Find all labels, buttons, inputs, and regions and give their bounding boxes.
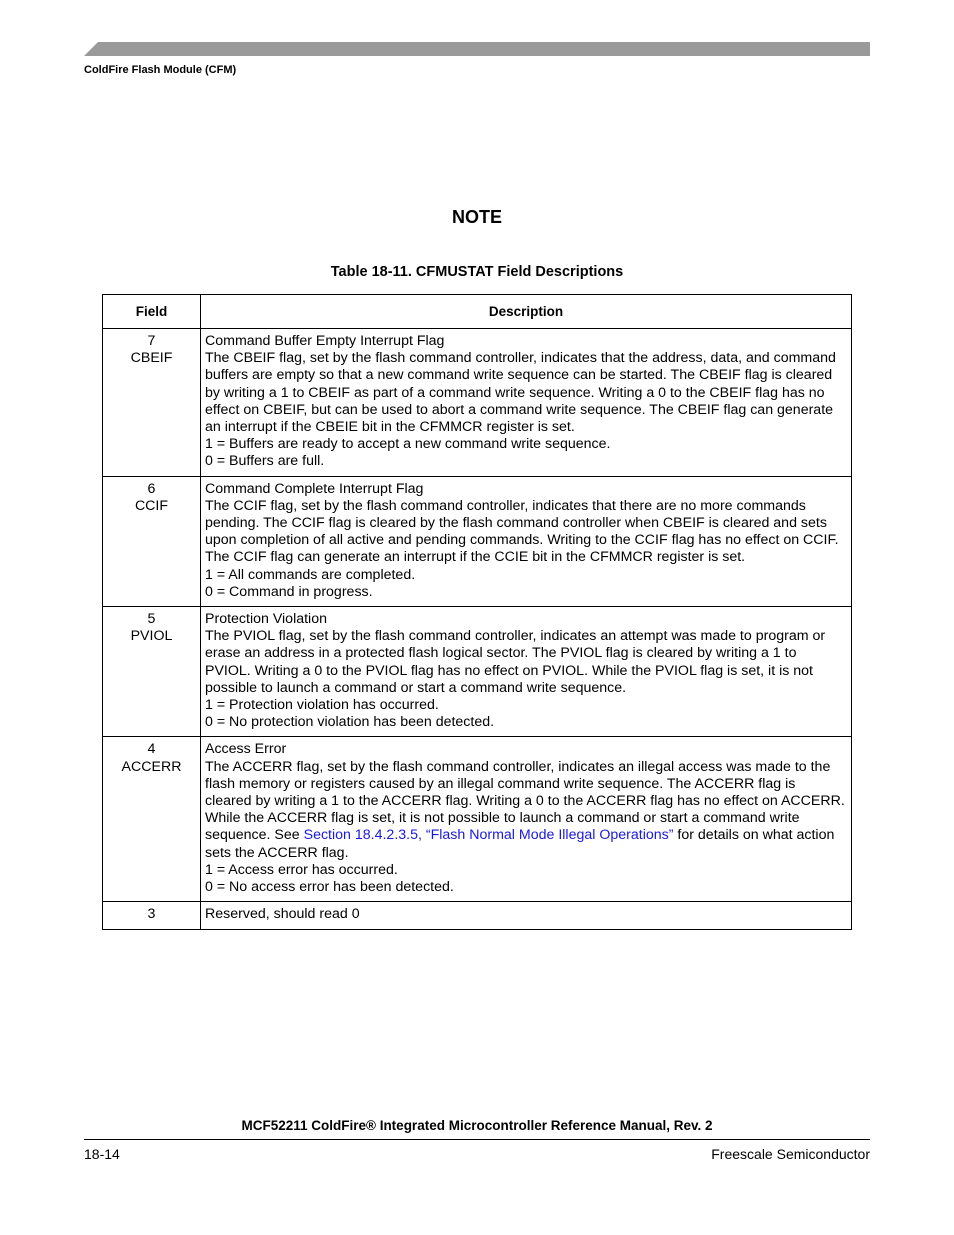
field-name: PVIOL [130, 628, 173, 645]
field-cell [103, 476, 201, 606]
description-text-after-link: for details on what action sets the ACCERR flag. [205, 827, 835, 861]
description-cell [201, 902, 852, 929]
footer-manual-title: MCF52211 ColdFire® Integrated Microcontroller Reference Manual, Rev. 2 [241, 1118, 713, 1133]
description-cell [201, 607, 852, 737]
value-0-text: 0 = Command in progress. [205, 583, 373, 600]
column-header-field: Field [103, 295, 201, 329]
field-name: CCIF [134, 497, 169, 514]
value-1-text: 1 = Access error has occurred. [205, 861, 398, 878]
field-bit: 6 [147, 480, 156, 497]
description-cell [201, 476, 852, 606]
footer-divider [84, 1139, 870, 1140]
description-title: Command Buffer Empty Interrupt Flag [205, 333, 445, 349]
field-cell [103, 737, 201, 902]
running-header-title: ColdFire Flash Module (CFM) [84, 64, 237, 76]
field-name: CBEIF [130, 350, 173, 367]
column-header-description: Description [201, 295, 852, 329]
table-row [103, 737, 852, 902]
table-caption: Table 18-11. CFMUSTAT Field Descriptions [330, 264, 624, 280]
note-heading: NOTE [451, 207, 502, 227]
field-cell [103, 329, 201, 477]
description-text [205, 759, 845, 862]
description-text: The PVIOL flag, set by the flash command controller, indicates an attempt was made to program or erase an address in a protected flash logical sector. The PVIOL flag is cleared by writing a 1 to PVIOL. Writing a 0 to the PVIOL flag has no effect on PVIOL. While the PVIOL flag is set, it is not possible to launch a command or start a command write sequence. [205, 628, 826, 696]
page-number: 18-14 [84, 1146, 120, 1162]
value-1-text: 1 = Protection violation has occurred. [205, 697, 439, 714]
value-1-text: 1 = All commands are completed. [205, 566, 416, 583]
field-name: ACCERR [121, 758, 182, 775]
field-descriptions-table [102, 294, 852, 930]
field-cell [103, 902, 201, 929]
table-row [103, 902, 852, 929]
field-bit: 5 [147, 611, 156, 628]
table-header-row [103, 295, 852, 329]
description-title: Protection Violation [205, 611, 327, 628]
description-title: Command Complete Interrupt Flag [205, 480, 424, 497]
description-text: The CCIF flag, set by the flash command controller, indicates that there are no more commands pending. The CCIF flag is cleared by the flash command controller when CBEIF is cleared and sets upon completion of all active and pending commands. Writing to the CCIF flag has no effect on CCIF. The CCIF flag can generate an interrupt if the CCIE bit in the CFMMCR register is set. [205, 497, 839, 566]
description-cell [201, 737, 852, 902]
description-text: The CBEIF flag, set by the flash command controller, indicates that the address, data, and command buffers are empty so that a new command write sequence can be started. The CBEIF flag is cleared by writing a 1 to CBEIF as part of a command write sequence. Writing a 0 to the CBEIF flag has no effect on CBEIF, but can be used to abort a command write sequence. The CBEIF flag can generate an interrupt if the CBEIE bit in the CFMMCR register is set. [205, 350, 836, 436]
section-cross-reference-link[interactable]: Section 18.4.2.3.5, “Flash Normal Mode Illegal Operations” [303, 827, 674, 844]
value-0-text: 0 = No access error has been detected. [205, 879, 454, 896]
field-cell [103, 607, 201, 737]
value-0-text: 0 = No protection violation has been detected. [205, 714, 495, 731]
field-bit: 3 [147, 906, 156, 923]
table-row [103, 476, 852, 606]
value-1-text: 1 = Buffers are ready to accept a new command write sequence. [205, 436, 611, 453]
field-bit: 7 [147, 333, 156, 349]
table-row [103, 329, 852, 477]
header-bar [84, 42, 870, 56]
description-text: Reserved, should read 0 [205, 906, 360, 923]
description-text-before-link: The ACCERR flag, set by the flash command controller, indicates an illegal access was made to the flash memory or registers caused by an illegal command write sequence. The ACCERR flag is cleared by writing a 1 to the ACCERR flag. Writing a 0 to the ACCERR flag has no effect on ACCERR. While the ACCERR flag is set, it is not possible to launch a command or start a command write sequence. See [205, 758, 845, 844]
table-row [103, 607, 852, 737]
description-cell [201, 329, 852, 477]
field-bit: 4 [147, 741, 156, 758]
description-title: Access Error [205, 741, 287, 758]
value-0-text: 0 = Buffers are full. [205, 453, 325, 470]
company-name: Freescale Semiconductor [711, 1146, 870, 1162]
